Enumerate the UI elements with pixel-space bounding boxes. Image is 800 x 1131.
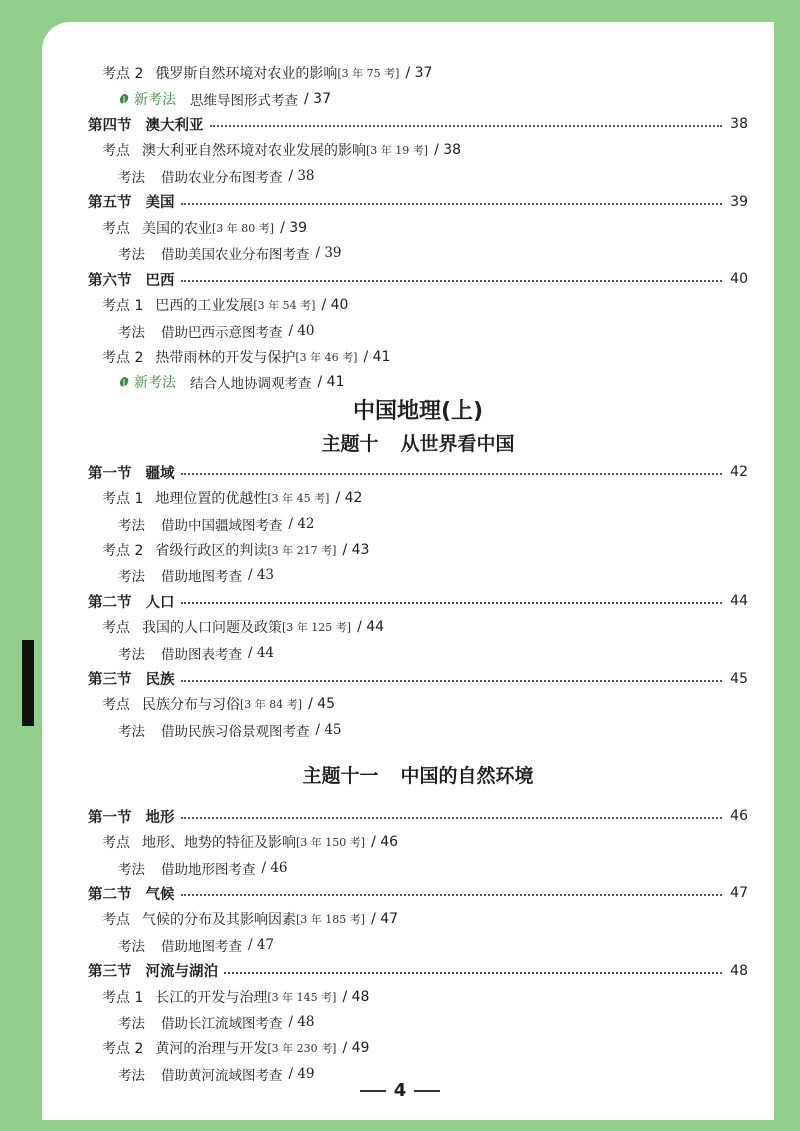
page-ref: / 47	[371, 911, 399, 928]
method-label: 考法	[118, 1067, 145, 1084]
section-page: 39	[730, 193, 748, 210]
frequency-value: 3 年 54 考	[257, 299, 312, 313]
exam-point-title: 地理位置的优越性	[155, 491, 268, 508]
leaf-icon	[118, 376, 130, 388]
frequency-note: [3 年 150 考]	[296, 835, 366, 849]
exam-point-label: 考点	[102, 143, 130, 160]
exam-point-row[interactable]	[88, 1035, 748, 1061]
method-title: 借助美国农业分布图考查	[161, 247, 310, 264]
binding-mark	[22, 640, 34, 726]
method-label: 考法	[118, 170, 145, 187]
exam-point-row[interactable]	[88, 906, 748, 932]
theme-number: 主题十	[321, 433, 379, 456]
page-ref: / 45	[315, 722, 342, 739]
method-row[interactable]	[88, 855, 748, 881]
page-footer	[0, 1080, 800, 1101]
section-page: 38	[730, 116, 748, 133]
frequency-value: 3 年 84 考	[244, 698, 298, 712]
method-title: 借助黄河流域图考查	[161, 1067, 283, 1084]
exam-point-label: 考点 1	[102, 298, 144, 315]
page-ref: / 38	[434, 142, 462, 159]
section-page: 44	[730, 593, 748, 610]
exam-point-title: 巴西的工业发展	[155, 298, 254, 315]
exam-point-label: 考点	[102, 912, 130, 929]
section-number: 第六节	[88, 272, 132, 289]
method-title: 借助地形图考查	[161, 861, 256, 878]
exam-point-title: 黄河的治理与开发	[155, 1041, 268, 1058]
frequency-note: [3 年 230 考]	[267, 1042, 337, 1056]
section-number: 第四节	[88, 117, 132, 134]
method-title: 借助地图考查	[161, 569, 242, 586]
section-row[interactable]	[88, 958, 748, 984]
page-ref: / 39	[280, 219, 308, 236]
method-title: 借助农业分布图考查	[161, 170, 283, 187]
section-title: 疆域	[145, 465, 175, 482]
page-ref: / 49	[342, 1040, 370, 1057]
exam-point-title: 民族分布与习俗	[142, 697, 240, 714]
section-title: 澳大利亚	[145, 117, 204, 134]
section-row[interactable]	[88, 881, 748, 907]
exam-point-row[interactable]	[88, 292, 748, 318]
exam-point-label: 考点 2	[102, 349, 144, 366]
dot-leader	[224, 972, 722, 974]
exam-point-title: 俄罗斯自然环境对农业的影响	[155, 65, 338, 82]
method-label: 考法	[118, 861, 145, 878]
frequency-value: 3 年 19 考	[370, 144, 424, 158]
page-ref: / 46	[371, 833, 399, 850]
exam-point-row[interactable]	[88, 537, 748, 563]
page-ref: / 44	[248, 644, 275, 661]
dot-leader	[210, 125, 723, 127]
page-ref: / 39	[315, 245, 342, 262]
exam-point-label: 考点	[102, 697, 130, 714]
theme-name: 从世界看中国	[400, 433, 515, 456]
frequency-value: 3 年 75 考	[341, 66, 396, 80]
new-method-label-wrap	[118, 372, 176, 392]
section-page: 40	[730, 271, 748, 288]
exam-point-label: 考点	[102, 834, 130, 851]
exam-point-row[interactable]	[88, 137, 748, 163]
method-title: 借助长江流域图考查	[161, 1016, 283, 1033]
frequency-value: 3 年 46 考	[299, 350, 354, 364]
frequency-note: [3 年 19 考]	[366, 144, 429, 158]
section-row[interactable]	[88, 112, 748, 138]
new-method-row[interactable]	[88, 370, 748, 396]
page-ref: / 43	[248, 567, 275, 584]
frequency-note: [3 年 185 考]	[296, 913, 366, 927]
dot-leader	[181, 894, 723, 896]
dot-leader	[181, 473, 723, 475]
section-number: 第二节	[88, 886, 132, 903]
section-number: 第五节	[88, 195, 132, 212]
section-page: 47	[730, 885, 748, 902]
page-ref: / 37	[304, 90, 331, 107]
method-title: 借助地图考查	[161, 939, 242, 955]
method-label: 考法	[118, 1016, 145, 1033]
theme-title-11	[88, 761, 748, 791]
frequency-note: [3 年 45 考]	[267, 492, 330, 506]
frequency-value: 3 年 125 考	[286, 621, 347, 635]
dot-leader	[181, 817, 723, 819]
section-number: 第三节	[88, 964, 132, 981]
new-method-title: 结合人地协调观考查	[190, 376, 312, 393]
exam-point-title: 澳大利亚自然环境对农业发展的影响	[142, 143, 366, 160]
footer-dash-right	[414, 1090, 440, 1092]
toc-group-theme10	[88, 459, 748, 743]
section-row[interactable]	[88, 189, 748, 215]
page-ref: / 42	[288, 515, 315, 532]
page-ref: / 40	[321, 297, 349, 314]
section-title: 地形	[145, 809, 175, 826]
frequency-note: [3 年 54 考]	[253, 299, 316, 313]
exam-point-row[interactable]	[88, 344, 748, 370]
frequency-value: 3 年 45 考	[271, 492, 326, 506]
section-page: 46	[730, 808, 748, 825]
section-row[interactable]	[88, 803, 748, 829]
toc-group-world	[88, 60, 748, 395]
section-page: 48	[730, 962, 748, 979]
frequency-value: 3 年 80 考	[216, 221, 270, 235]
method-row[interactable]	[88, 1010, 748, 1036]
frequency-value: 3 年 145 考	[271, 990, 333, 1004]
exam-point-label: 考点	[102, 620, 130, 637]
section-row[interactable]	[88, 459, 748, 485]
method-label: 考法	[118, 247, 145, 264]
exam-point-label: 考点 2	[102, 65, 144, 82]
method-title: 借助民族习俗景观图考查	[161, 724, 310, 741]
section-title: 人口	[145, 594, 175, 611]
section-number: 第一节	[88, 809, 132, 826]
method-label: 考法	[118, 324, 145, 341]
exam-point-label: 考点 1	[102, 491, 144, 508]
page-ref: / 48	[288, 1014, 315, 1031]
method-label: 考法	[118, 724, 145, 741]
exam-point-title: 气候的分布及其影响因素	[142, 912, 296, 929]
exam-point-label: 考点 2	[102, 1041, 144, 1058]
exam-point-label: 考点 1	[102, 989, 144, 1006]
method-row[interactable]	[88, 241, 748, 267]
leaf-icon	[118, 93, 130, 105]
method-title: 借助巴西示意图考查	[161, 324, 283, 341]
method-row[interactable]	[88, 932, 748, 958]
exam-point-title: 美国的农业	[142, 220, 212, 237]
page-number: 4	[393, 1080, 407, 1101]
section-row[interactable]	[88, 266, 748, 292]
page-ref: / 47	[248, 937, 275, 953]
section-row[interactable]	[88, 666, 748, 692]
page-ref: / 49	[288, 1065, 315, 1082]
page-ref: / 41	[363, 348, 391, 365]
exam-point-row[interactable]	[88, 829, 748, 855]
frequency-note: [3 年 75 考]	[337, 66, 400, 80]
exam-point-label: 考点 2	[102, 542, 144, 559]
exam-point-title: 热带雨林的开发与保护	[155, 349, 296, 366]
section-title: 民族	[145, 672, 175, 689]
page-ref: / 45	[308, 696, 336, 713]
method-title: 借助图表考查	[161, 646, 242, 663]
method-label: 考法	[118, 517, 145, 534]
page-ref: / 42	[335, 490, 363, 507]
dot-leader	[181, 680, 723, 682]
section-page: 45	[730, 670, 748, 687]
exam-point-row[interactable]	[88, 984, 748, 1010]
new-method-label-wrap	[118, 89, 176, 109]
method-row[interactable]	[88, 717, 748, 743]
new-method-label: 新考法	[134, 375, 176, 392]
frequency-note: [3 年 84 考]	[240, 698, 303, 712]
exam-point-row[interactable]	[88, 614, 748, 640]
new-method-row[interactable]	[88, 86, 748, 112]
frequency-value: 3 年 217 考	[271, 543, 333, 557]
method-row[interactable]	[88, 511, 748, 537]
exam-point-title: 省级行政区的判读	[155, 542, 268, 559]
new-method-label: 新考法	[134, 91, 176, 108]
section-title: 河流与湖泊	[145, 964, 218, 981]
section-title: 气候	[145, 886, 175, 903]
section-title: 巴西	[145, 272, 175, 289]
theme-name: 中国的自然环境	[400, 765, 534, 788]
method-row[interactable]	[88, 640, 748, 666]
page-ref: / 46	[261, 859, 288, 876]
page-ref: / 40	[288, 322, 315, 339]
dot-leader	[181, 602, 723, 604]
section-row[interactable]	[88, 588, 748, 614]
dot-leader	[181, 203, 723, 205]
new-method-title: 思维导图形式考查	[190, 92, 298, 109]
method-label: 考法	[118, 569, 145, 586]
method-title: 借助中国疆域图考查	[161, 517, 283, 534]
frequency-note: [3 年 145 考]	[267, 990, 337, 1004]
method-row[interactable]	[88, 318, 748, 344]
frequency-value: 3 年 185 考	[300, 913, 361, 927]
section-number: 第二节	[88, 594, 132, 611]
page-ref: / 37	[405, 64, 433, 81]
page-ref: / 48	[342, 988, 370, 1005]
exam-point-title: 地形、地势的特征及影响	[142, 834, 296, 851]
exam-point-row[interactable]	[88, 485, 748, 511]
section-number: 第三节	[88, 672, 132, 689]
method-row[interactable]	[88, 163, 748, 189]
section-title: 美国	[145, 195, 175, 212]
frequency-note: [3 年 80 考]	[212, 221, 275, 235]
frequency-value: 3 年 230 考	[271, 1042, 333, 1056]
method-label: 考法	[118, 939, 145, 955]
page-ref: / 43	[342, 541, 370, 558]
theme-number: 主题十一	[302, 765, 379, 788]
table-of-contents	[88, 60, 748, 1087]
section-number: 第一节	[88, 465, 132, 482]
exam-point-title: 长江的开发与治理	[155, 989, 268, 1006]
frequency-note: [3 年 46 考]	[295, 350, 358, 364]
theme-title-10	[88, 429, 748, 459]
frequency-value: 3 年 150 考	[300, 835, 361, 849]
exam-point-label: 考点	[102, 220, 130, 237]
section-page: 42	[730, 464, 748, 481]
page-ref: / 44	[357, 619, 385, 636]
toc-group-theme11	[88, 803, 748, 1087]
exam-point-title: 我国的人口问题及政策	[142, 620, 282, 637]
method-row[interactable]	[88, 563, 748, 589]
method-label: 考法	[118, 646, 145, 663]
footer-dash-left	[360, 1090, 386, 1092]
frequency-note: [3 年 125 考]	[282, 621, 352, 635]
exam-point-row[interactable]	[88, 215, 748, 241]
page-ref: / 38	[288, 168, 315, 185]
dot-leader	[181, 280, 723, 282]
exam-point-row[interactable]	[88, 692, 748, 718]
part-title: 中国地理(上)	[352, 399, 484, 425]
frequency-note: [3 年 217 考]	[267, 543, 337, 557]
page-ref: / 41	[317, 374, 345, 391]
exam-point-row[interactable]	[88, 60, 748, 86]
